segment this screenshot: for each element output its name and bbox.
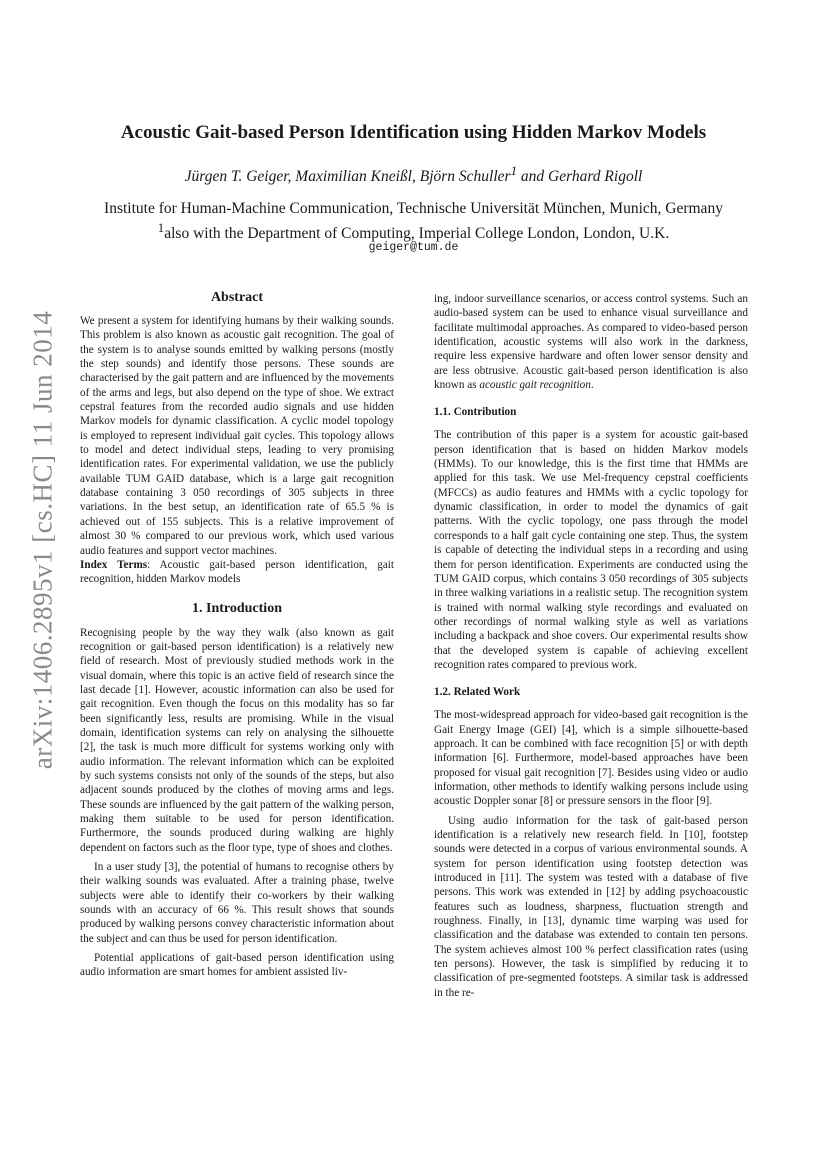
index-terms [80, 558, 394, 587]
author-names-tail: and Gerhard Rigoll [517, 168, 643, 186]
related-work-heading: 1.2. Related Work [434, 686, 521, 699]
paper-title: Acoustic Gait-based Person Identification using Hidden Markov Models [120, 122, 707, 143]
index-terms-text: : Acoustic gait-based person identification, gait recognition, hidden Markov models [80, 558, 394, 586]
arxiv-identifier[interactable]: arXiv:1406.2895v1 [cs.HC] 11 Jun 2014 [27, 310, 58, 770]
affiliation [80, 199, 747, 243]
intro-cont-text: ing, indoor surveillance scenarios, or access control systems. Such an audio-based system can be used to enhance visual surveillance and facilitate multimodal approaches. As compared to video-based person identification, acoustic systems will also work in the darkness, require less expensive hardware and often lower sensor density and are less obtrusive. Acoustic gait-based person identification is also known as [434, 293, 748, 392]
abstract-heading: Abstract [210, 290, 264, 305]
author-email[interactable]: geiger@tum.de [368, 241, 459, 254]
introduction-heading: 1. Introduction [192, 600, 282, 616]
author-list [80, 163, 747, 186]
contribution-heading: 1.1. Contribution [434, 406, 517, 419]
related-work-paragraph-2: Using audio information for the task of gait-based person identification is a relatively new research field. In [10], footstep sounds were detected in a corpus of various environmental sounds. A system for person identification using footstep detection was introduced in [11]. The system was tested with a database of five persons. This work was extended in [12] by adding psychoacoustic features such as loudness, sharpness, fluctuation strength and roughness. Finally, in [13], dynamic time warping was used for classification and the database was extended to contain ten persons. The system achieves almost 100 % perfect classification rates (using ten persons). However, the task is simplified by reducing it to classification of pre-segmented footsteps. A similar task is addressed in the re- [434, 814, 748, 999]
introduction-paragraph-3-continued [434, 292, 748, 392]
introduction-paragraph-1: Recognising people by the way they walk (also known as gait recognition or gait-based person identification) is a relatively new field of research. Most of previously studied methods work in the visual domain, where this topic is an active field of research since the last decade [1]. However, acoustic information can also be used for gait recognition. Even though the focus on this modality has so far been significantly less, results are promising. While in the visual domain, identification systems can rely on analysing the silhouette [2], the task is much more difficult for systems working only with audio information. The relevant information which can be exploited by such systems consists not only of the sounds of the steps, but also adjacent sounds produced by the clothes of moving arms and legs. These sounds are influenced by the gait pattern of the walking person, making them suitable to be used for person identification. Furthermore, the sounds produced during walking are highly dependent on factors such as the floor type, type of shoes and clothes. [80, 626, 394, 854]
related-work-paragraph-1: The most-widespread approach for video-based gait recognition is the Gait Energy Image (GEI) [4], which is a simple silhouette-based approach. It can be combined with face recognition [5] or with depth information [6]. Furthermore, model-based approaches have been proposed for visual gait recognition [7]. Besides using video or audio information, other methods to identify walking persons include using acoustic Doppler sonar [8] or pressure sensors in the floor [9]. [434, 709, 748, 808]
left-column [80, 290, 394, 980]
intro-cont-end: . [590, 379, 594, 392]
affiliation-line-1: Institute for Human-Machine Communication, Technische Universität München, Munich, Germany [104, 200, 723, 217]
introduction-paragraph-2: In a user study [3], the potential of humans to recognise others by their walking sounds was evaluated. After a training phase, twelve subjects were able to identify their co-workers by their walking sounds with an accuracy of 66 %. This result shows that sounds produced by walking persons convey characteristic information about the subject and can thus be used for person identification. [80, 861, 394, 945]
abstract-text: We present a system for identifying humans by their walking sounds. This problem is also known as acoustic gait recognition. The goal of the system is to analyse sounds emitted by walking persons (mostly the step sounds) and identify those persons. These sounds are characterised by the gait pattern and are influenced by the movements of the arms and legs, but also depend on the type of shoe. We extract cepstral features from the recorded audio signals and use hidden Markov models for dynamic classification. A cyclic model topology is employed to represent individual gait cycles. This topology allows to model and detect individual steps, leading to very promising identification rates. For experimental validation, we use the publicly available TUM GAID database, which is a large gait recognition database containing 3 050 recordings of 305 subjects in three variations. In the best setup, an identification rate of 65.5 % is achieved out of 155 subjects. This is a relative improvement of almost 30 % compared to our previous work, which used various audio features and support vector machines. [80, 315, 394, 557]
contribution-paragraph: The contribution of this paper is a system for acoustic gait-based person identification that is based on hidden Markov models (HMMs). To our knowledge, this is the first time that HMMs are applied for this task. We use Mel-frequency cepstral coefficients (MFCCs) as audio features and HMMs with a cyclic topology for dynamic classification, in order to model the dynamics of gait patterns. With the cyclic topology, one pass through the model corresponds to a half gait cycle containing one step. Thus, the system is capable of detecting the individual steps in a recording and using them for person identification. Experiments are conducted using the TUM GAID corpus, which contains 3 050 recordings of 305 subjects in three walking variations in a realistic setup. The recognition system is trained with normal walking style recordings and evaluated on other recordings of normal walking style as well as variations including a backpack and shoe covers. Our experimental results show that the developed system is capable of achieving excellent recognition rates compared to previous work. [434, 429, 748, 671]
affiliation-line-2 [80, 218, 747, 243]
author-names: Jürgen T. Geiger, Maximilian Kneißl, Björn Schuller [184, 168, 511, 186]
index-terms-label: Index Terms [80, 558, 148, 571]
arxiv-sidebar [18, 180, 68, 900]
affiliation-line-2-text: also with the Department of Computing, Imperial College London, London, U.K. [164, 225, 670, 243]
affiliation-superscript: 1 [157, 220, 165, 235]
author-superscript: 1 [510, 163, 518, 178]
right-column [434, 292, 748, 1000]
introduction-paragraph-3: Potential applications of gait-based person identification using audio information are smart homes for ambient assisted liv- [80, 952, 394, 979]
intro-cont-italic: acoustic gait recognition [479, 379, 591, 392]
